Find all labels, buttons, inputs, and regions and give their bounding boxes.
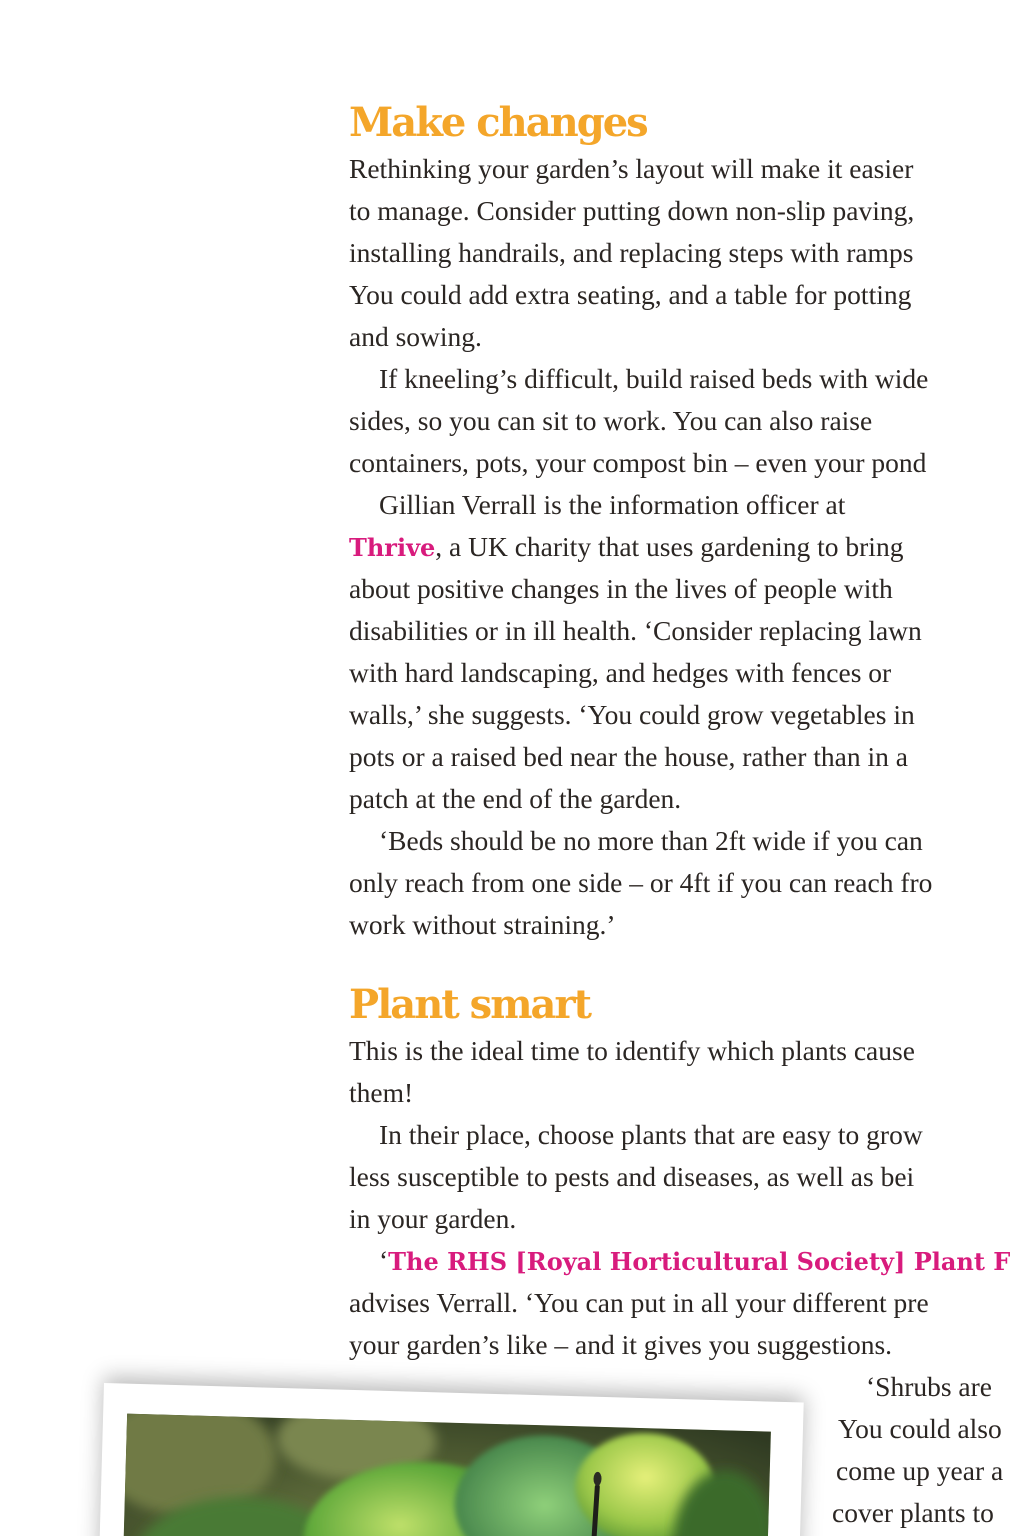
- body-line: You could also: [838, 1413, 1002, 1444]
- body-line: less susceptible to pests and diseases, as well as bei: [349, 1161, 915, 1192]
- body-line: disabilities or in ill health. ‘Consider replacing lawn: [349, 615, 922, 646]
- heading-make-changes: Make changes: [349, 99, 647, 146]
- body-line: in your garden.: [349, 1203, 517, 1234]
- body-line: pots or a raised bed near the house, rather than in a: [349, 741, 908, 772]
- body-line: ‘Beds should be no more than 2ft wide if you can: [379, 825, 923, 856]
- body-line: and sowing.: [349, 321, 482, 352]
- plant-seedling-photo: [121, 1414, 771, 1536]
- body-line: only reach from one side – or 4ft if you can reach fro: [349, 867, 933, 898]
- body-line: This is the ideal time to identify which plants cause: [349, 1035, 915, 1066]
- body-line: to manage. Consider putting down non-slip paving,: [349, 195, 915, 226]
- body-line: Rethinking your garden’s layout will make it easier: [349, 153, 914, 184]
- body-line: If kneeling’s difficult, build raised beds with wide: [379, 363, 929, 394]
- body-line-with-link: [349, 526, 903, 569]
- body-line: come up year a: [836, 1455, 1004, 1486]
- open-quote: ‘: [379, 1245, 389, 1276]
- photo-card: [97, 1383, 804, 1536]
- body-line: ‘Shrubs are: [866, 1371, 993, 1402]
- body-line: containers, pots, your compost bin – even your pond: [349, 447, 927, 478]
- body-line: them!: [349, 1077, 414, 1108]
- plant-photo-image: [121, 1414, 771, 1536]
- body-line: installing handrails, and replacing steps with ramps: [349, 237, 914, 268]
- body-line: advises Verrall. ‘You can put in all your different pre: [349, 1287, 929, 1318]
- rhs-plant-finder-link[interactable]: The RHS [Royal Horticultural Society] Plant F: [388, 1247, 1011, 1276]
- body-line: walls,’ she suggests. ‘You could grow vegetables in: [349, 699, 915, 730]
- body-line: Gillian Verrall is the information officer at: [379, 489, 846, 520]
- body-line: with hard landscaping, and hedges with fences or: [349, 657, 892, 688]
- thrive-link[interactable]: Thrive: [349, 533, 436, 562]
- heading-plant-smart: Plant smart: [349, 981, 590, 1028]
- body-line: You could add extra seating, and a table for potting: [349, 279, 912, 310]
- body-line-with-link: [379, 1240, 1010, 1283]
- body-line: sides, so you can sit to work. You can also raise: [349, 405, 873, 436]
- body-line: your garden’s like – and it gives you suggestions.: [349, 1329, 893, 1360]
- body-line: In their place, choose plants that are easy to grow: [379, 1119, 923, 1150]
- body-line: patch at the end of the garden.: [349, 783, 682, 814]
- body-line-text: , a UK charity that uses gardening to bring: [435, 531, 904, 562]
- body-line: about positive changes in the lives of people with: [349, 573, 893, 604]
- body-line: cover plants to: [832, 1497, 994, 1528]
- body-line: work without straining.’: [349, 909, 616, 940]
